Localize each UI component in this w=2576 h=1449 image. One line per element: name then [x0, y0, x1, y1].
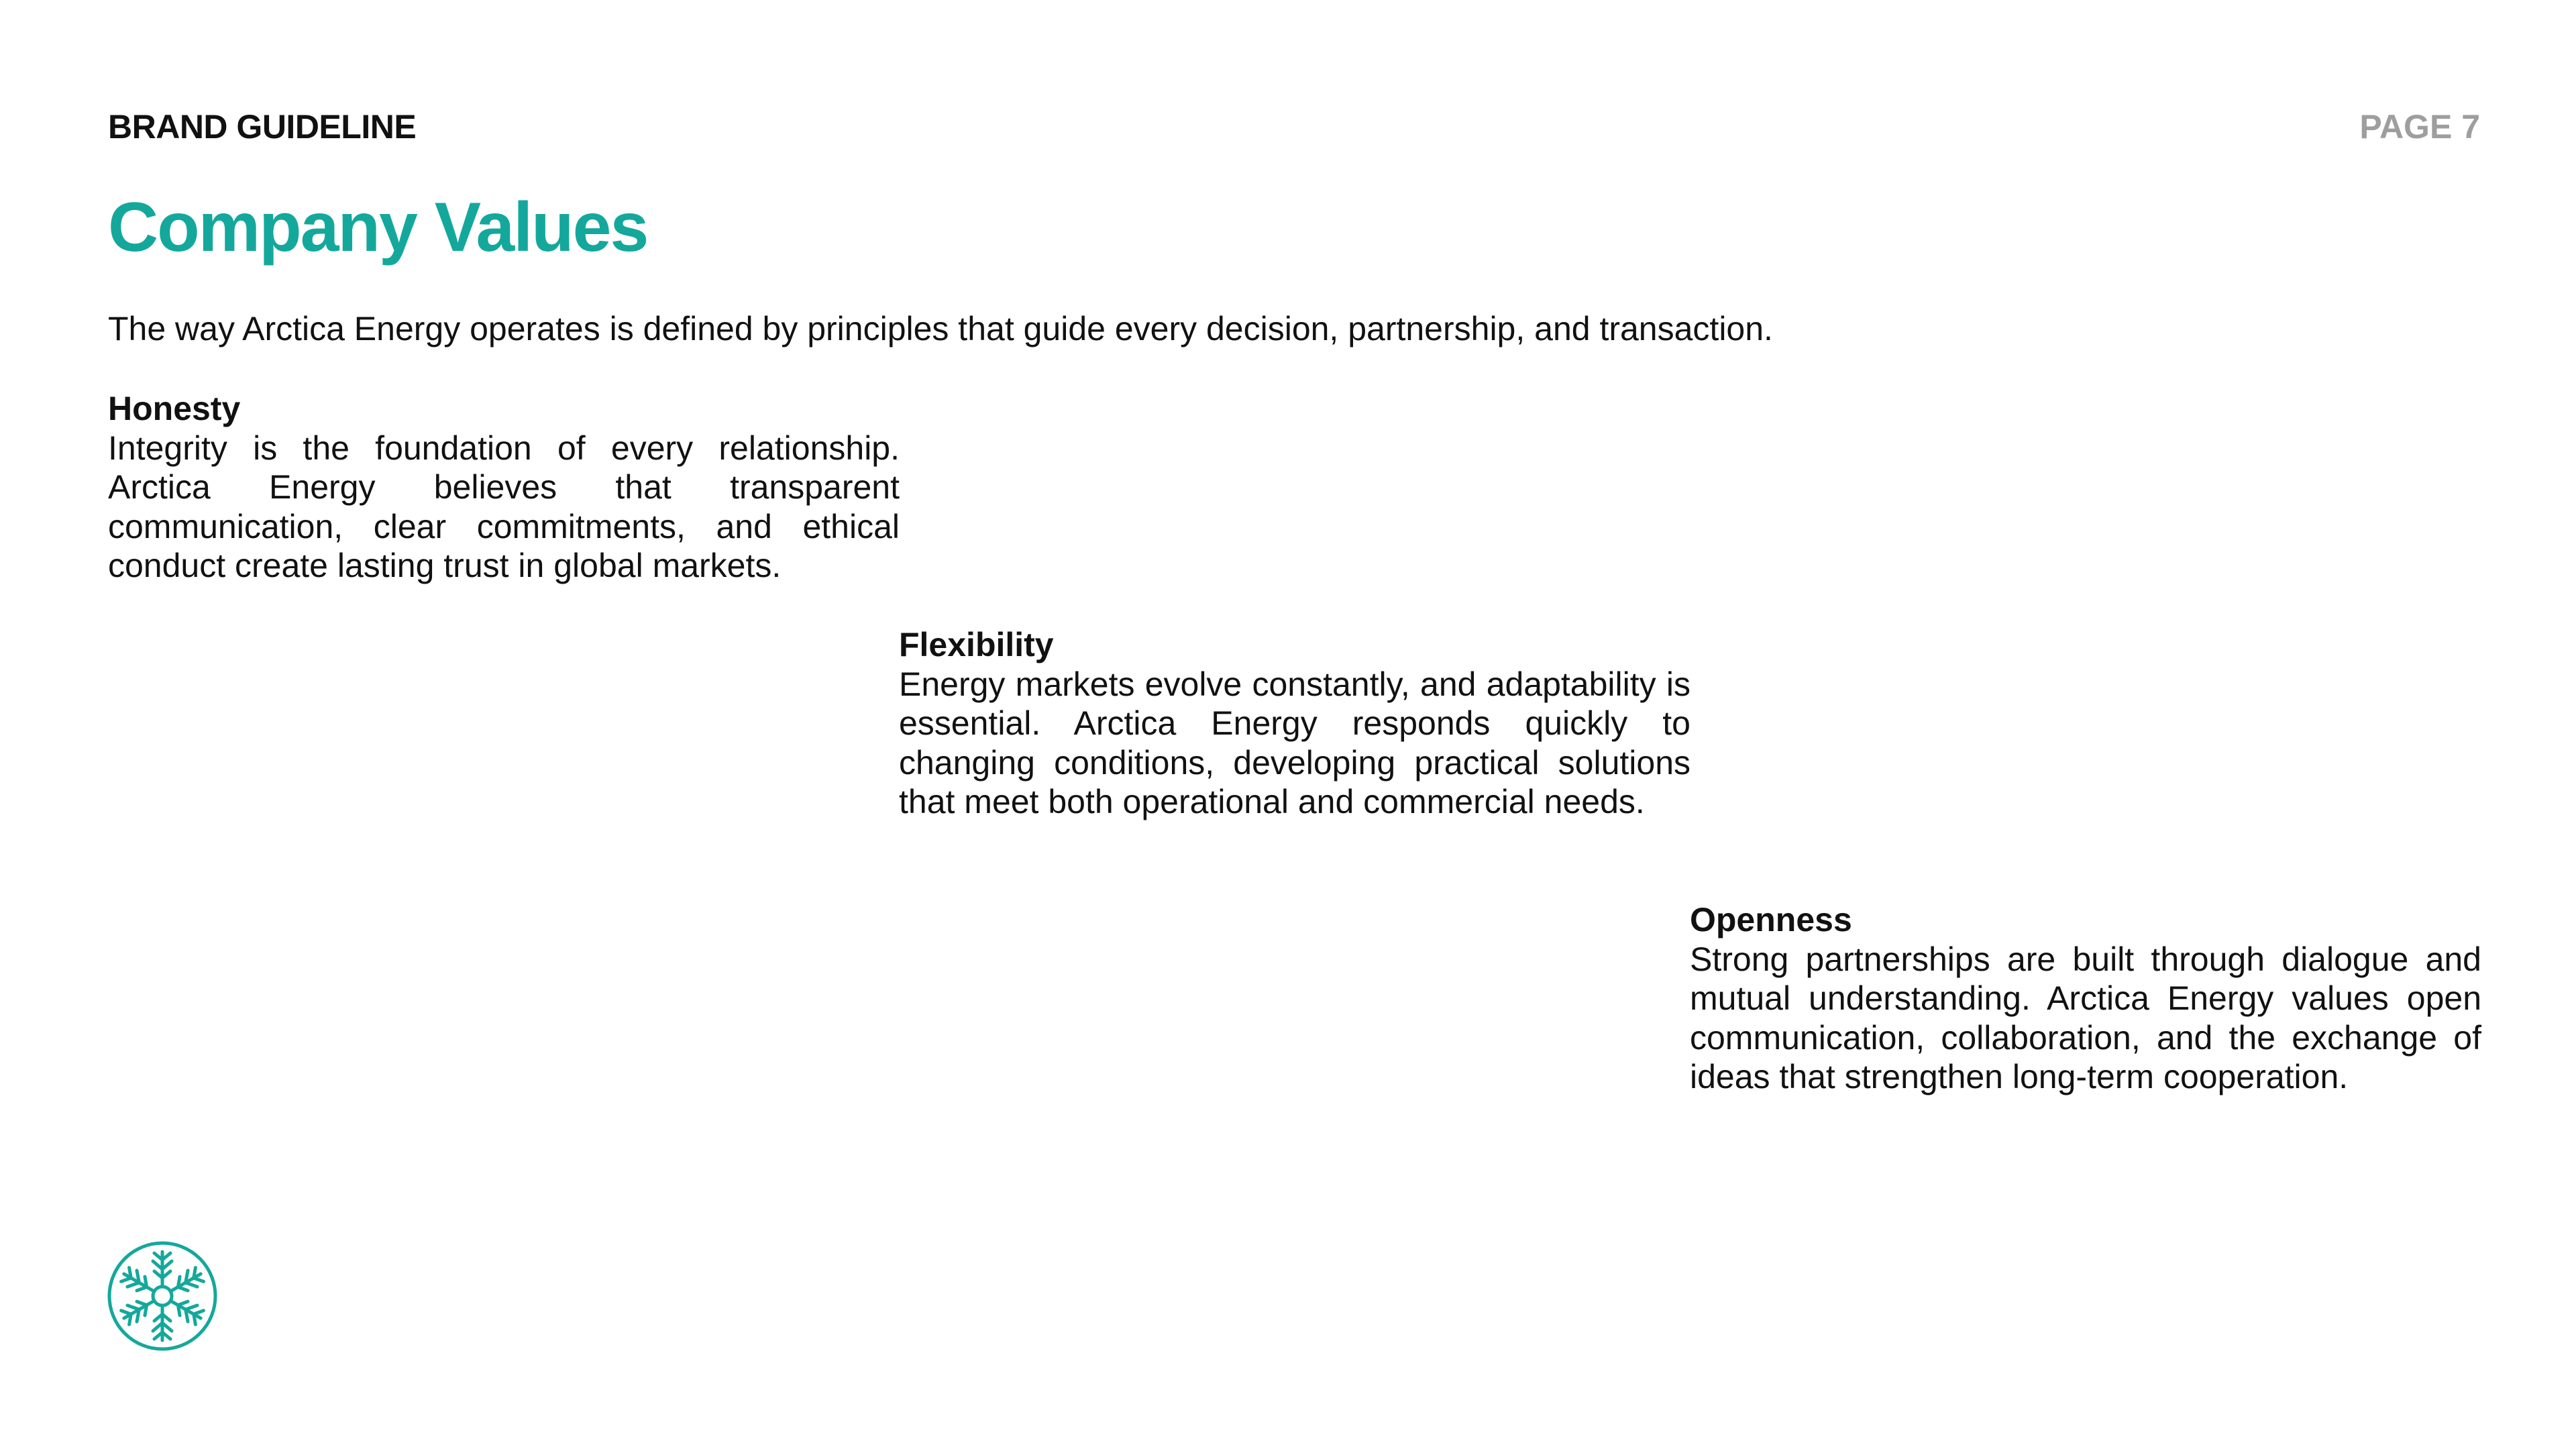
- page-title: Company Values: [108, 189, 648, 266]
- value-description: Energy markets evolve constantly, and adaptability is essential. Arctica Energy responds quickly to changing conditions, developing practical solutions that meet both operational and commercial needs.: [899, 665, 1690, 820]
- value-description: Strong partnerships are built through dialogue and mutual understanding. Arctica Energy values open communication, collaboration, and the exchange of ideas that strengthen long-term cooperation.: [1690, 940, 2481, 1095]
- snowflake-icon: [106, 1240, 219, 1352]
- value-openness: [1690, 900, 2481, 1097]
- value-heading: Flexibility: [899, 626, 1054, 663]
- value-heading: Honesty: [108, 390, 241, 427]
- document-label: BRAND GUIDELINE: [108, 108, 417, 146]
- page-number: PAGE 7: [2359, 108, 2480, 146]
- value-honesty: [108, 389, 900, 586]
- intro-paragraph: The way Arctica Energy operates is defined by principles that guide every decision, partnership, and transaction.: [108, 310, 1773, 347]
- value-description: Integrity is the foundation of every relationship. Arctica Energy believes that transparent communication, clear commitments, and ethical conduct create lasting trust in global markets.: [108, 429, 900, 584]
- value-flexibility: [899, 625, 1690, 822]
- value-heading: Openness: [1690, 901, 1852, 938]
